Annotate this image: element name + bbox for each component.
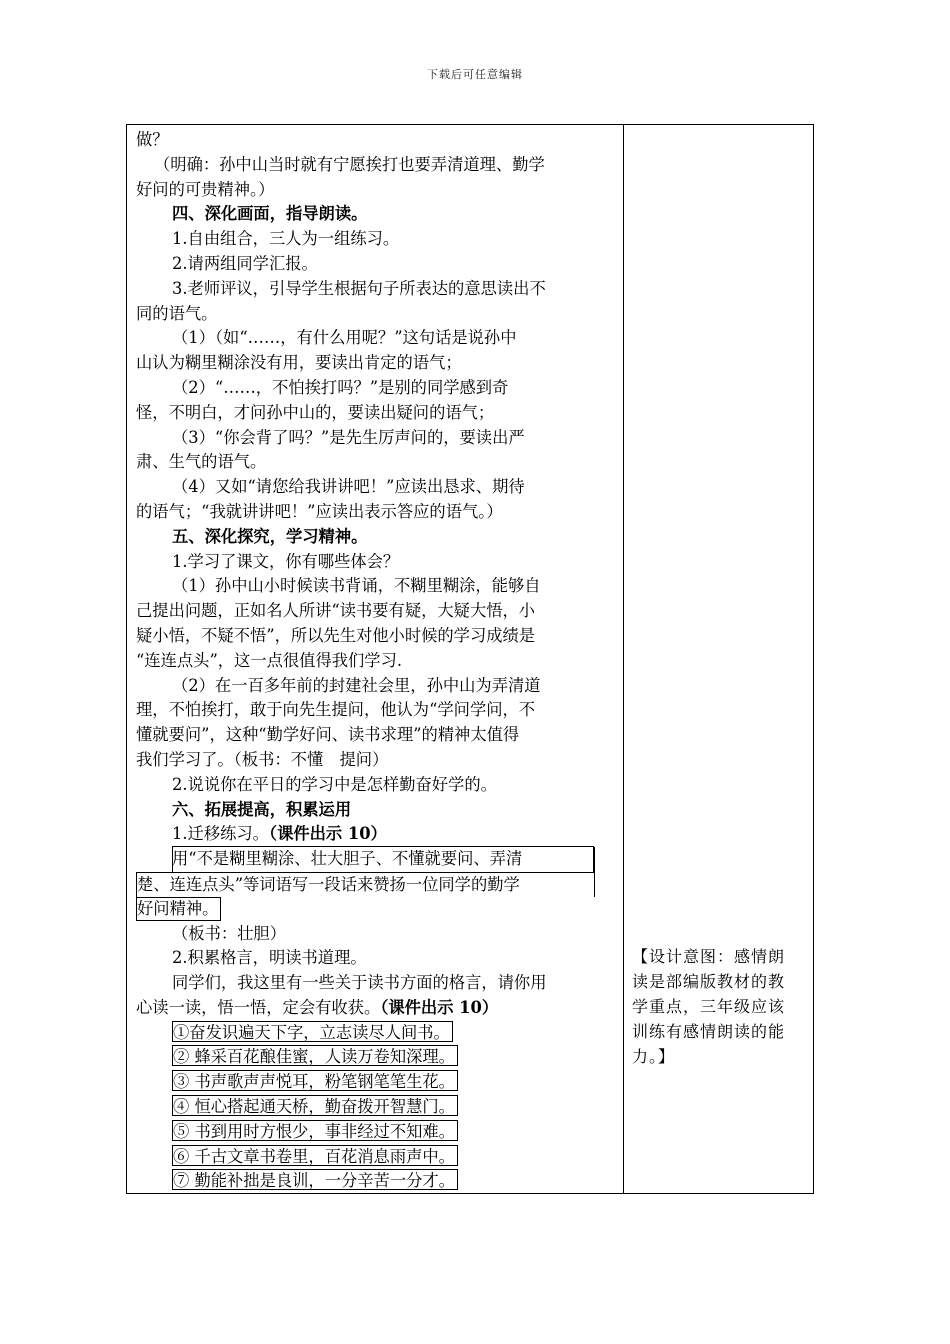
text-line-5: 1.自由组合，三人为一组练习。: [172, 229, 400, 249]
quote-item: ⑤ 书到用时方恨少，事非经过不知难。: [172, 1120, 458, 1141]
text-line-b-1: （板书：壮胆）: [172, 923, 286, 943]
text-line-11: （2）“……，不怕挨打吗？”是别的同学感到奇: [172, 377, 509, 397]
quote-list: [136, 1021, 616, 1195]
text-line-28: 六、拓展提高，积累运用: [172, 799, 352, 819]
text-line-12: 怪，不明白，才问孙中山的，要读出疑问的语气；: [136, 402, 495, 422]
text-line-1: 做？: [136, 130, 169, 149]
exercise-box-line-3: 好问精神。: [136, 897, 221, 921]
text-line-7: 3.老师评议，引导学生根据句子所表达的意思读出不: [172, 278, 546, 298]
text-line-15: （4）又如“请您给我讲讲吧！”应读出恳求、期待: [172, 477, 525, 497]
text-line-18: 1.学习了课文，你有哪些体会？: [172, 551, 400, 571]
text-line-3: 好问的可贵精神。）: [136, 179, 275, 199]
exercise-box-line-2: 楚、连连点头”等词语写一段话来赞扬一位同学的勤学: [136, 872, 595, 897]
design-intent-line: 【设计意图：感情朗: [632, 947, 786, 966]
read-line: [136, 996, 616, 1021]
read-line-bold: （课件出示 10）: [380, 997, 499, 1017]
text-line-19: （1）孙中山小时候读书背诵，不糊里糊涂，能够自: [172, 576, 541, 596]
page-header: 下载后可任意编辑: [427, 68, 523, 81]
exercise-label-text: 1.迁移练习。: [172, 824, 269, 844]
quote-item: ② 蜂采百花酿佳蜜，人读万卷知深理。: [172, 1045, 458, 1066]
text-line-2: （明确：孙中山当时就有宁愿挨打也要弄清道理、勤学: [154, 154, 545, 174]
text-line-13: （3）“你会背了吗？”是先生厉声问的，要读出严: [172, 427, 525, 447]
exercise-label: [136, 822, 616, 847]
design-intent-line: 力。】: [632, 1047, 676, 1066]
text-line-b-2: 2.积累格言，明读书道理。: [172, 948, 367, 968]
text-line-17: 五、深化探究，学习精神。: [172, 526, 368, 546]
design-intent-line: 读是部编版教材的教: [632, 972, 786, 991]
exercise-box: [136, 847, 616, 921]
exercise-box-line-1: 用“不是糊里糊涂、壮大胆子、不懂就要问、弄清: [172, 849, 523, 869]
quote-item: ①奋发识遍天下字，立志读尽人间书。: [172, 1021, 453, 1042]
text-line-25: 懂就要问”，这种“勤学好问、读书求理”的精神太值得: [136, 725, 520, 745]
text-line-6: 2.请两组同学汇报。: [172, 253, 318, 273]
text-line-8: 同的语气。: [136, 303, 218, 323]
text-line-10: 山认为糊里糊涂没有用，要读出肯定的语气；: [136, 353, 462, 373]
column-divider: [623, 125, 624, 1193]
quote-item: ③ 书声歌声声悦耳，粉笔钢笔笔生花。: [172, 1070, 458, 1091]
text-line-4: 四、深化画面，指导朗读。: [172, 204, 368, 224]
text-line-21: 疑小悟，不疑不悟”，所以先生对他小时候的学习成绩是: [136, 625, 536, 645]
text-line-16: 的语气；“我就讲讲吧！”应读出表示答应的语气。）: [136, 501, 503, 521]
design-intent-line: 训练有感情朗读的能: [632, 1022, 786, 1041]
text-line-9: （1）（如“……，有什么用呢？”这句话是说孙中: [172, 328, 517, 348]
exercise-label-bold: （课件出示 10）: [268, 824, 387, 844]
lesson-table: [126, 124, 814, 1194]
text-line-27: 2.说说你在平日的学习中是怎样勤奋好学的。: [172, 774, 497, 794]
text-line-23: （2）在一百多年前的封建社会里，孙中山为弄清道: [172, 675, 541, 695]
text-line-22: “连连点头”，这一点很值得我们学习.: [136, 650, 403, 670]
text-line-24: 理，不怕挨打，敢于向先生提问，他认为“学问学问，不: [136, 700, 536, 720]
lesson-content: [136, 128, 616, 1194]
text-line-20: 己提出问题，正如名人所讲“读书要有疑，大疑大悟，小: [136, 601, 536, 621]
text-line-b-3: 同学们，我这里有一些关于读书方面的格言，请你用: [172, 973, 547, 993]
read-line-text: 心读一读，悟一悟，定会有收获。: [136, 997, 381, 1017]
design-intent: [632, 944, 810, 1069]
text-line-26: 我们学习了。（板书：不懂 提问）: [136, 749, 389, 769]
text-line-14: 肃、生气的语气。: [136, 452, 267, 472]
quote-item: ⑥ 千古文章书卷里，百花消息雨声中。: [172, 1145, 458, 1166]
quote-item: ④ 恒心搭起通天桥，勤奋拨开智慧门。: [172, 1095, 458, 1116]
quote-item: ⑦ 勤能补拙是良训，一分辛苦一分才。: [172, 1169, 458, 1190]
design-intent-line: 学重点，三年级应该: [632, 997, 786, 1016]
